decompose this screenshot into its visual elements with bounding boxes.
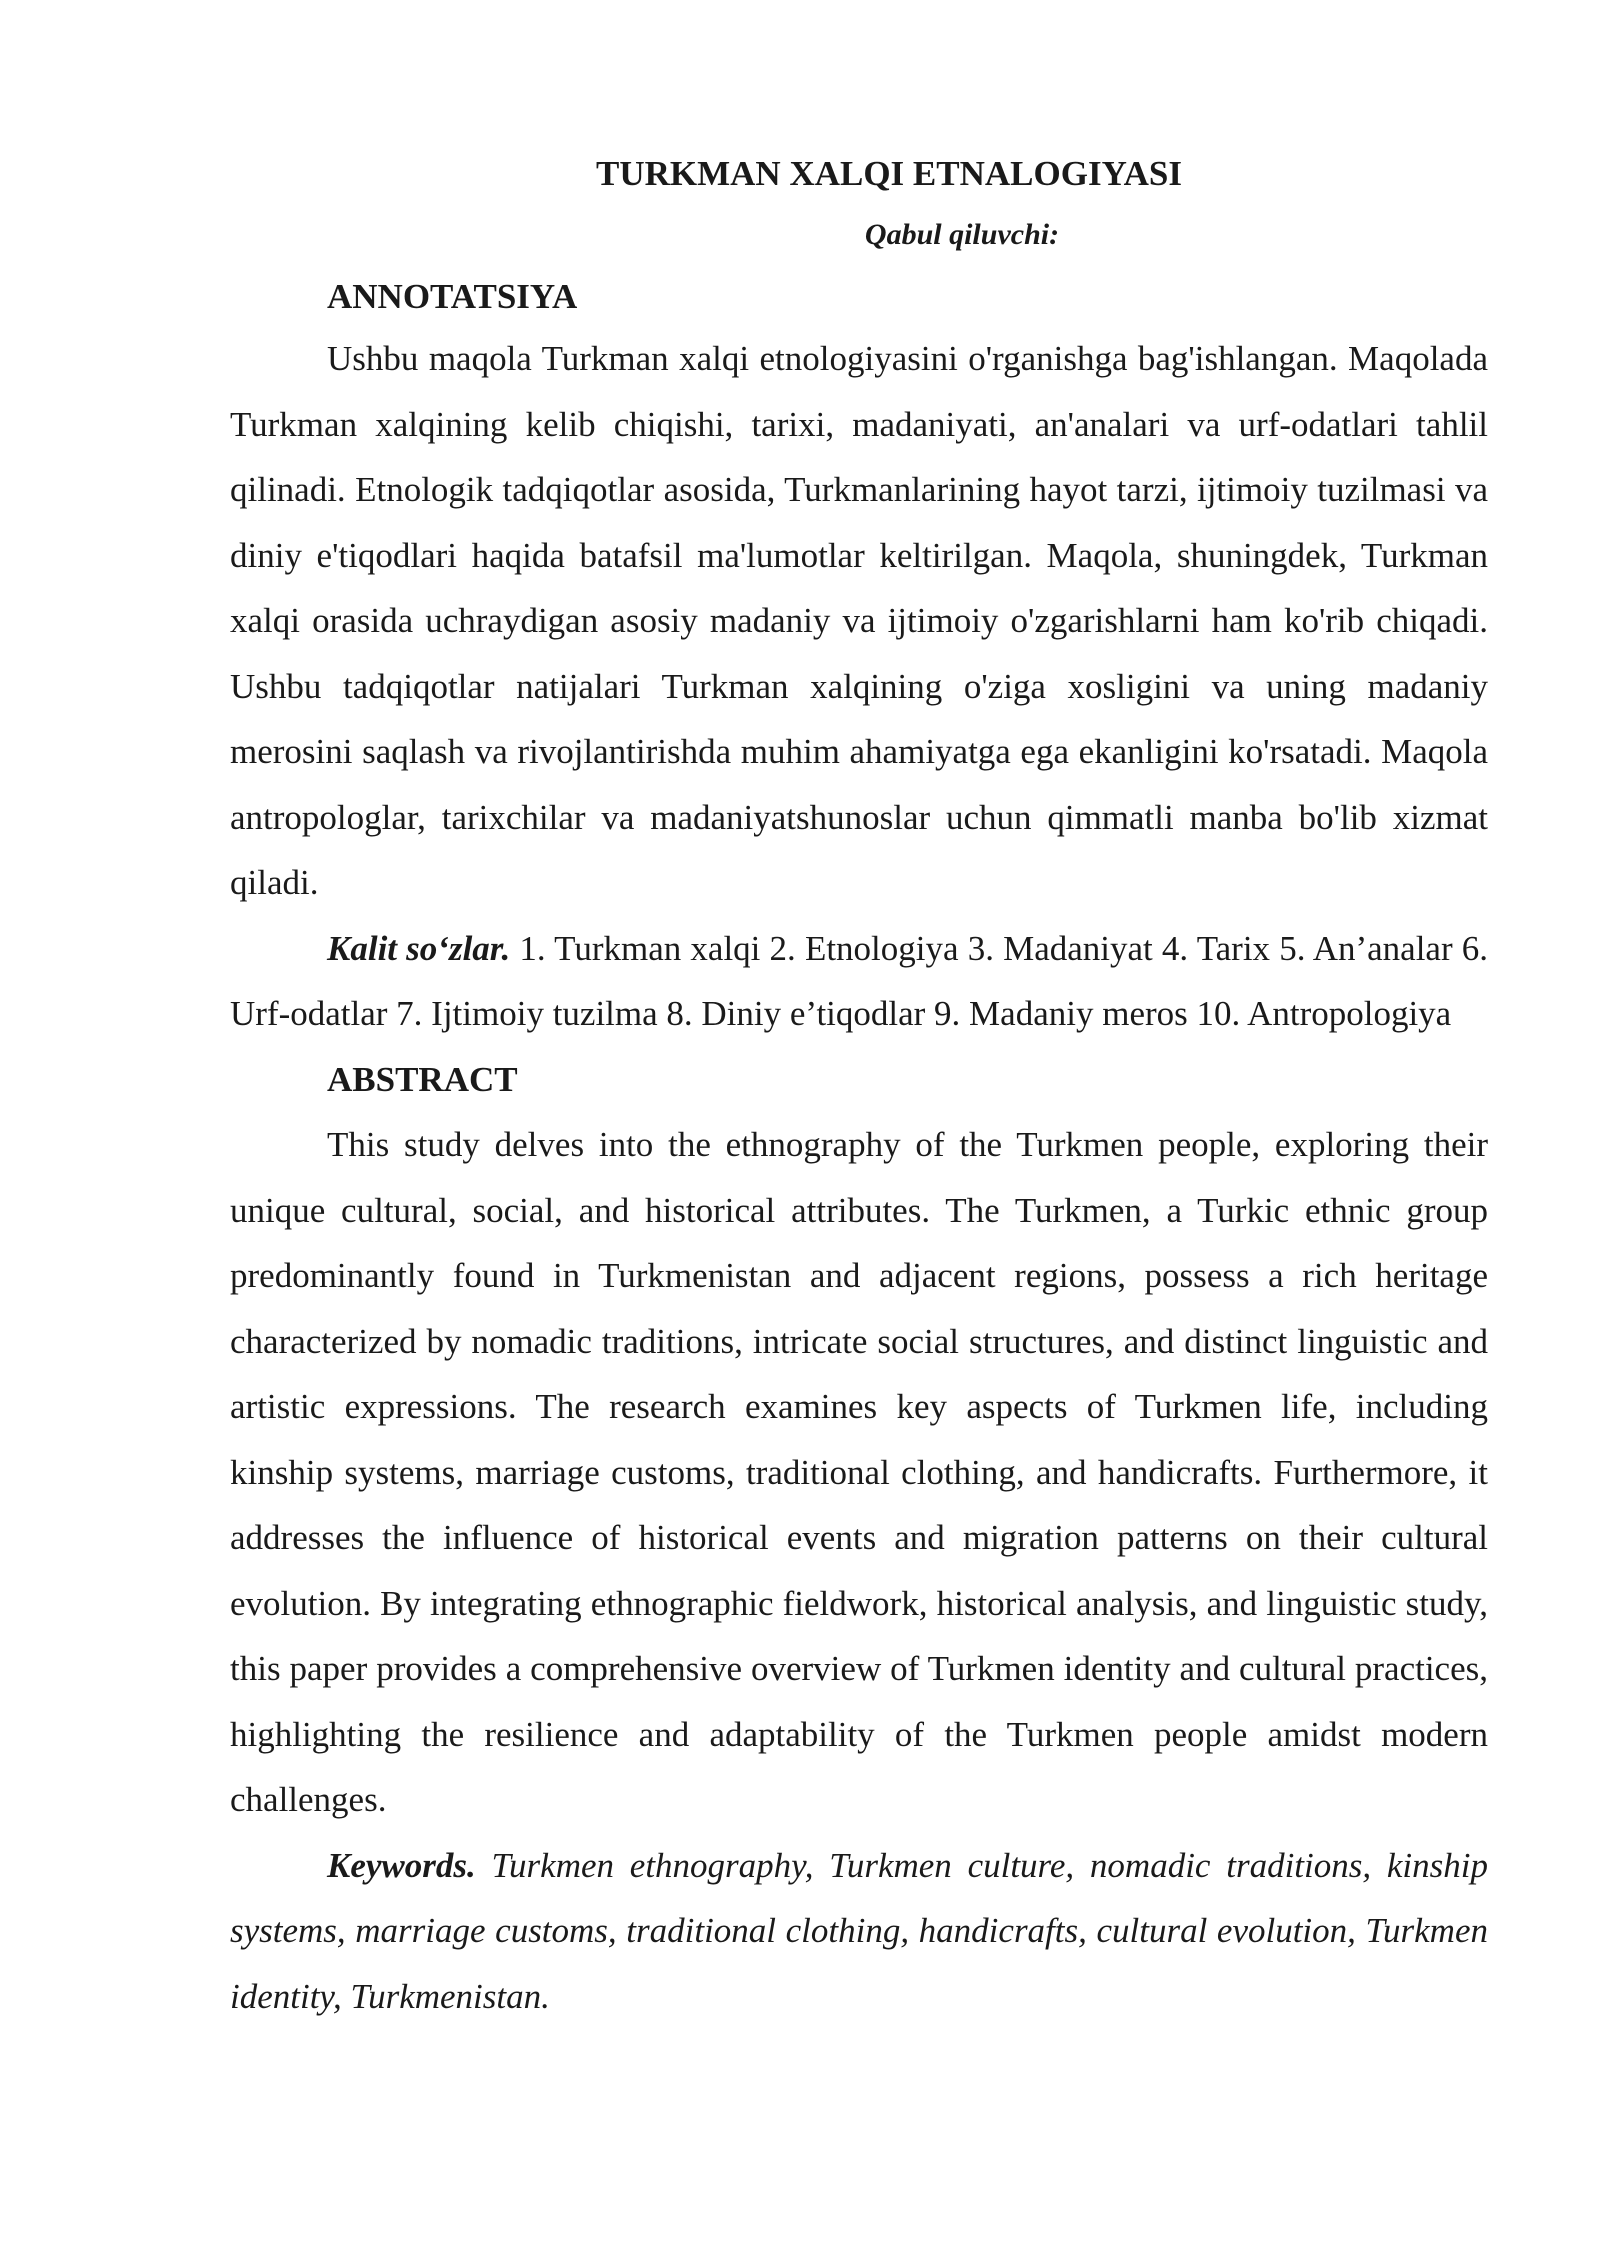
abstract-body: This study delves into the ethnography of the Turkmen people, exploring their unique cultural, social, and historical attributes. The Turkmen, a Turkic ethnic group predominantly found in Turkmenistan and adjacent regions, possess a rich heritage characterized by nomadic traditions, intricate social structures, and distinct linguistic and artistic expressions. The research examines key aspects of Turkmen life, including kinship systems, marriage customs, traditional clothing, and handicrafts. Furthermore, it addresses the influence of historical events and migration patterns on their cultural evolution. By integrating ethnographic fieldwork, historical analysis, and linguistic study, this paper provides a comprehensive overview of Turkmen identity and cultural practices, highlighting the resilience and adaptability of the Turkmen people amidst modern challenges. <box>230 1125 1488 1819</box>
annotation-keywords-text: 1. Turkman xalqi 2. Etnologiya 3. Madaniyat 4. Tarix 5. An’analar 6. Urf-odatlar 7. Ijtimoiy tuzilma 8. Diniy e’tiqodlar 9. Madaniy meros 10. Antropologiya <box>230 928 1489 1033</box>
receiver-label: Qabul qiluvchi: <box>864 218 1060 251</box>
paper-title: TURKMAN XALQI ETNALOGIYASI <box>595 154 1183 193</box>
abstract-keywords <box>230 1833 1488 2030</box>
abstract-heading: ABSTRACT <box>327 1059 518 1099</box>
annotation-body: Ushbu maqola Turkman xalqi etnologiyasini o'rganishga bag'ishlangan. Maqolada Turkman xalqining kelib chiqishi, tarixi, madaniyati, an'analari va urf-odatlari tahlil qilinadi. Etnologik tadqiqotlar asosida, Turkmanlarining hayot tarzi, ijtimoiy tuzilmasi va diniy e'tiqodlari haqida batafsil ma'lumotlar keltirilgan. Maqola, shuningdek, Turkman xalqi orasida uchraydigan asosiy madaniy va ijtimoiy o'zgarishlarni ham ko'rib chiqadi. Ushbu tadqiqotlar natijalari Turkman xalqining o'ziga xosligini va uning madaniy merosini saqlash va rivojlantirishda muhim ahamiyatga ega ekanligini ko'rsatadi. Maqola antropologlar, tarixchilar va madaniyatshunoslar uchun qimmatli manba bo'lib xizmat qiladi. <box>230 339 1488 902</box>
document-page <box>230 150 1488 2029</box>
abstract-keywords-label: Keywords. <box>327 1845 476 1885</box>
annotation-keywords <box>230 916 1488 1047</box>
abstract-keywords-text: Turkmen ethnography, Turkmen culture, nomadic traditions, kinship systems, marriage customs, traditional clothing, handicrafts, cultural evolution, Turkmen identity, Turkmenistan. <box>230 1845 1488 2016</box>
annotation-keywords-label: Kalit so‘zlar. <box>327 928 511 968</box>
annotation-heading: ANNOTATSIYA <box>327 277 578 316</box>
